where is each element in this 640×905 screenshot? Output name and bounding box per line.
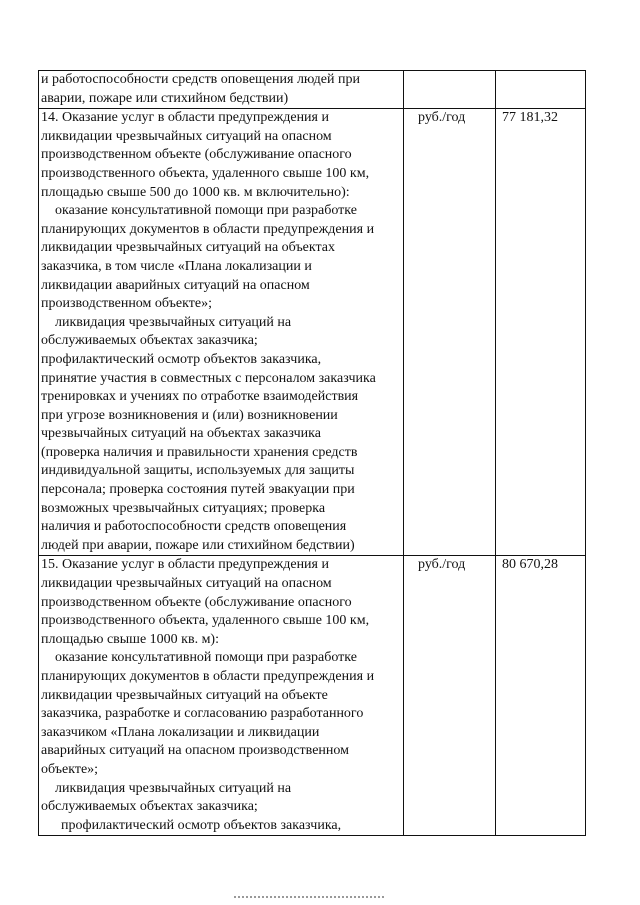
price-cell: 80 670,28 <box>496 556 586 836</box>
unit-cell: руб./год <box>404 109 496 556</box>
description-line: планирующих документов в области предупреждения и <box>41 221 375 237</box>
description-line: ликвидация чрезвычайных ситуаций на <box>55 780 292 796</box>
description-line: площадью свыше 500 до 1000 кв. м включительно): <box>41 184 350 200</box>
scan-artifact <box>234 896 384 900</box>
service-description-cell <box>39 71 404 109</box>
description-line: профилактический осмотр объектов заказчика, <box>61 817 342 833</box>
description-line: производственного объекта, удаленного свыше 100 км, <box>41 165 370 181</box>
description-line: площадью свыше 1000 кв. м): <box>41 631 219 647</box>
description-line: людей при аварии, пожаре или стихийном бедствии) <box>41 537 355 553</box>
description-line: ликвидации чрезвычайных ситуаций на объектах <box>41 240 336 256</box>
description-line: ликвидации чрезвычайных ситуаций на объекте <box>41 687 328 703</box>
description-line: оказание консультативной помощи при разработке <box>55 650 357 666</box>
unit-cell: руб./год <box>404 556 496 836</box>
description-line: индивидуальной защиты, используемых для защиты <box>41 463 355 479</box>
description-line: производственного объекта, удаленного свыше 100 км, <box>41 613 370 629</box>
description-line: профилактический осмотр объектов заказчика, <box>41 351 322 367</box>
description-line: 15. Оказание услуг в области предупреждения и <box>41 557 329 573</box>
description-line: обслуживаемых объектах заказчика; <box>41 799 258 815</box>
description-line: (проверка наличия и правильности хранения средств <box>41 444 358 460</box>
description-line: обслуживаемых объектах заказчика; <box>41 333 258 349</box>
description-line: ликвидация чрезвычайных ситуаций на <box>55 314 292 330</box>
description-line: объекте»; <box>41 761 99 777</box>
description-line: 14. Оказание услуг в области предупреждения и <box>41 110 329 126</box>
description-line: производственном объекте»; <box>41 296 212 312</box>
description-line: планирующих документов в области предупреждения и <box>41 669 375 684</box>
description-line: наличия и работоспособности средств оповещения <box>41 519 347 535</box>
tariff-table-body <box>39 71 586 836</box>
unit-cell <box>404 71 496 109</box>
description-line: возможных чрезвычайных ситуациях; проверка <box>41 500 326 516</box>
description-line: ликвидации чрезвычайных ситуаций на опасном <box>41 128 332 144</box>
description-line: персонала; проверка состояния путей эвакуации при <box>41 482 355 498</box>
description-line: аварийных ситуаций на опасном производственном <box>41 743 349 759</box>
description-line: тренировках и учениях по отработке взаимодействия <box>41 389 359 405</box>
description-line: заказчика, в том числе «Плана локализации и <box>41 258 312 274</box>
table-row <box>39 556 586 836</box>
description-line: и работоспособности средств оповещения людей при <box>41 72 360 87</box>
description-line: производственном объекте (обслуживание опасного <box>41 147 352 163</box>
description-line: чрезвычайных ситуаций на объектах заказчика <box>41 426 321 442</box>
description-line: производственном объекте (обслуживание опасного <box>41 594 352 610</box>
service-description-cell <box>39 556 404 836</box>
service-description-cell <box>39 109 404 556</box>
description-line: при угрозе возникновения и (или) возникновении <box>41 407 338 423</box>
description-line: принятие участия в совместных с персоналом заказчика <box>41 370 376 386</box>
description-line: ликвидации чрезвычайных ситуаций на опасном <box>41 576 332 592</box>
price-cell: 77 181,32 <box>496 109 586 556</box>
price-cell <box>496 71 586 109</box>
tariff-table <box>38 70 586 836</box>
table-row <box>39 71 586 109</box>
table-row <box>39 109 586 556</box>
description-line: ликвидации аварийных ситуаций на опасном <box>41 277 310 293</box>
description-line: заказчика, разработке и согласованию разработанного <box>41 706 364 722</box>
description-line: оказание консультативной помощи при разработке <box>55 203 357 219</box>
description-line: заказчиком «Плана локализации и ликвидации <box>41 724 320 740</box>
description-line: аварии, пожаре или стихийном бедствии) <box>41 90 289 106</box>
